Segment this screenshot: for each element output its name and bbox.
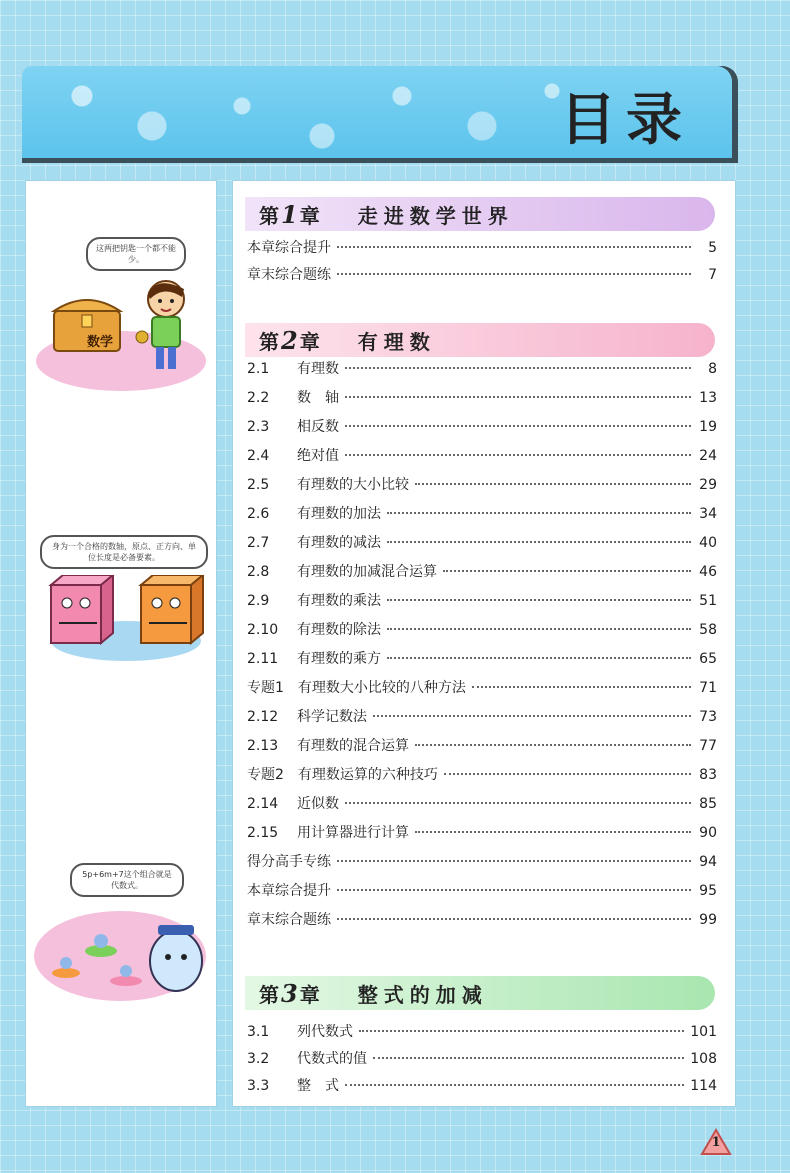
- chapter-3-header: [245, 976, 715, 1010]
- toc-entry[interactable]: 3.3 整 式 114: [247, 1078, 717, 1094]
- chapter-name: 整式的加减: [357, 982, 488, 1007]
- chapter-name: 走进数学世界: [357, 203, 514, 228]
- chapter-number: 第2章: [259, 325, 322, 355]
- toc-entry[interactable]: 3.1 列代数式 101: [247, 1024, 717, 1040]
- chapter-name: 有理数: [357, 329, 436, 354]
- toc-entry[interactable]: 专题1 有理数大小比较的八种方法 71: [247, 680, 717, 696]
- toc-entry[interactable]: 2.13 有理数的混合运算 77: [247, 738, 717, 754]
- chapter-1-header: [245, 197, 715, 231]
- page-title: 目录: [560, 87, 692, 153]
- expression-illustration: [26, 851, 216, 1001]
- blocks-illustration: [26, 531, 216, 671]
- page-number: 1: [711, 1135, 721, 1150]
- toc-entry[interactable]: 得分高手专练 94: [247, 854, 717, 870]
- toc-entry[interactable]: 2.12 科学记数法 73: [247, 709, 717, 725]
- speech-bubble: 身为一个合格的数轴，原点、正方向、单位长度是必备要素。: [40, 535, 208, 569]
- title-banner: [22, 66, 732, 163]
- toc-entry[interactable]: 2.1 有理数 8: [247, 361, 717, 377]
- toc-entry[interactable]: 2.5 有理数的大小比较 29: [247, 477, 717, 493]
- toc-entry[interactable]: 2.3 相反数 19: [247, 419, 717, 435]
- toc-entry[interactable]: 2.15 用计算器进行计算 90: [247, 825, 717, 841]
- toc-entry[interactable]: 2.11 有理数的乘方 65: [247, 651, 717, 667]
- toc-entry[interactable]: 章末综合题练 99: [247, 912, 717, 928]
- toc-entry[interactable]: 2.10 有理数的除法 58: [247, 622, 717, 638]
- boy-keys-illustration: [26, 211, 216, 401]
- toc-entry[interactable]: 2.2 数 轴 13: [247, 390, 717, 406]
- toc-entry[interactable]: 本章综合提升 95: [247, 883, 717, 899]
- chapter-number: 第1章: [259, 199, 322, 229]
- number-axis-blocks-icon: [41, 575, 211, 665]
- toc-entry[interactable]: 2.14 近似数 85: [247, 796, 717, 812]
- characters-icon: [46, 911, 206, 1001]
- chapter-number: 第3章: [259, 978, 322, 1008]
- toc-entry[interactable]: 章末综合题练 7: [247, 267, 717, 283]
- toc-entry[interactable]: 2.7 有理数的减法 40: [247, 535, 717, 551]
- speech-bubble: 5p+6m+7这个组合就是代数式。: [70, 863, 184, 897]
- chapter-2-header: [245, 323, 715, 357]
- chest-label: 数学: [86, 335, 113, 350]
- toc-entry[interactable]: 2.6 有理数的加法 34: [247, 506, 717, 522]
- toc-panel: [232, 180, 736, 1107]
- illustration-panel: [25, 180, 217, 1107]
- page-number-badge: [700, 1128, 732, 1156]
- toc-entry[interactable]: 3.2 代数式的值 108: [247, 1051, 717, 1067]
- speech-bubble: 这两把钥匙一个都不能少。: [86, 237, 186, 271]
- toc-entry[interactable]: 2.9 有理数的乘法 51: [247, 593, 717, 609]
- toc-entry[interactable]: 2.4 绝对值 24: [247, 448, 717, 464]
- toc-entry[interactable]: 本章综合提升 5: [247, 240, 717, 256]
- boy-with-chest-icon: [46, 271, 206, 381]
- toc-entry[interactable]: 专题2 有理数运算的六种技巧 83: [247, 767, 717, 783]
- toc-entry[interactable]: 2.8 有理数的加减混合运算 46: [247, 564, 717, 580]
